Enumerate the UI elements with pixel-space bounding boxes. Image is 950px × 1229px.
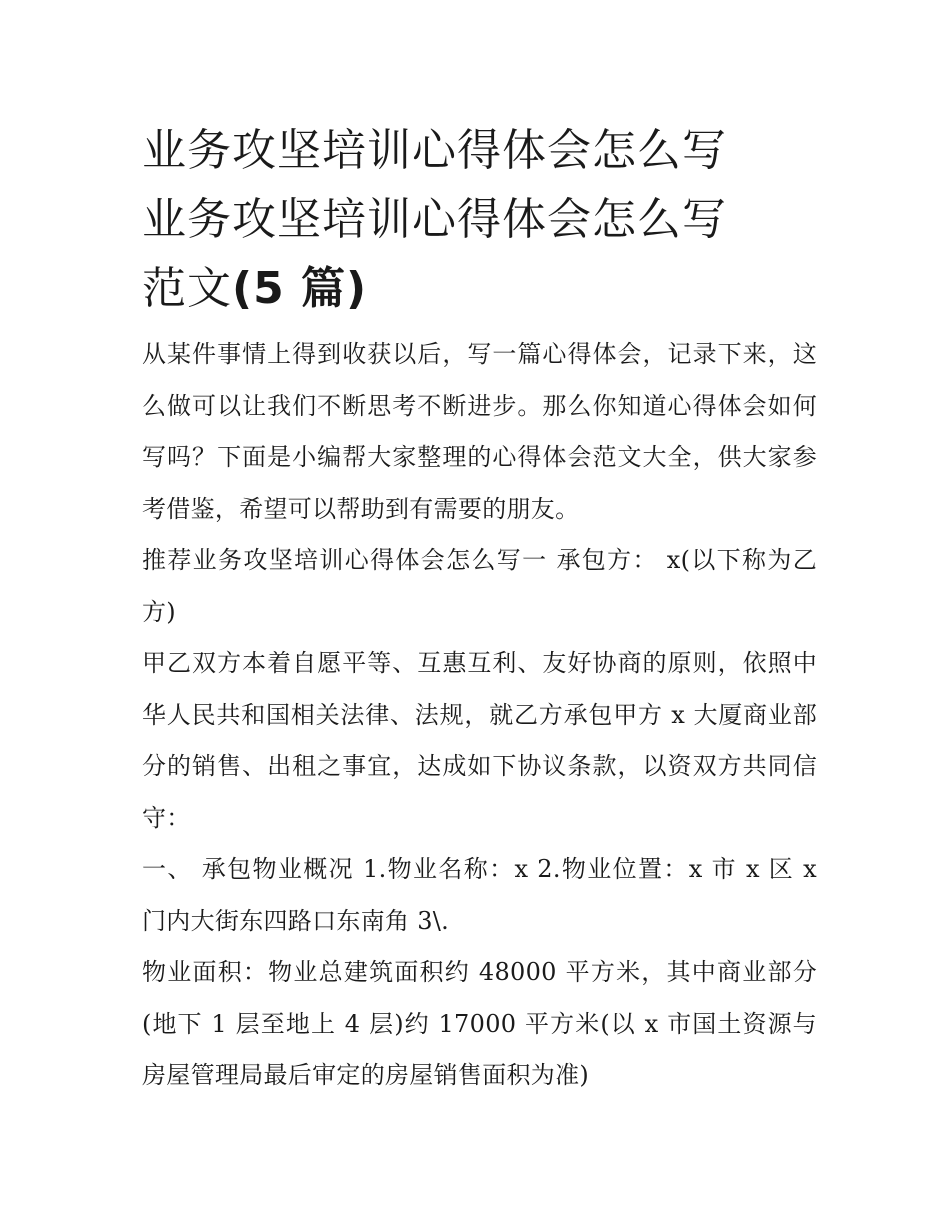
title-prefix: 范文: [142, 263, 232, 314]
title-line-1: 业务攻坚培训心得体会怎么写: [142, 125, 727, 176]
title-line-3: [142, 254, 817, 323]
document-title: [142, 116, 817, 323]
document-page: [142, 116, 817, 1102]
agreement-paragraph: 甲乙双方本着自愿平等、互惠互利、友好协商的原则，依照中华人民共和国相关法律、法规，就乙方承包甲方 x 大厦商业部分的销售、出租之事宜，达成如下协议条款，以资双方共同信守：: [142, 649, 817, 832]
property-overview-paragraph: 一、 承包物业概况 1.物业名称：x 2.物业位置：x 市 x 区 x 门内大街东四路口东南角 3\.: [142, 855, 817, 935]
property-area-paragraph: 物业面积：物业总建筑面积约 48000 平方米，其中商业部分(地下 1 层至地上 4 层)约 17000 平方米(以 x 市国土资源与房屋管理局最后审定的房屋销售面积为准): [142, 958, 817, 1089]
title-count: (5 篇): [232, 263, 368, 314]
recommend-paragraph: 推荐业务攻坚培训心得体会怎么写一 承包方： x(以下称为乙方): [142, 546, 817, 626]
title-line-2: 业务攻坚培训心得体会怎么写: [142, 194, 727, 245]
intro-paragraph: 从某件事情上得到收获以后，写一篇心得体会，记录下来，这么做可以让我们不断思考不断进步。那么你知道心得体会如何写吗？下面是小编帮大家整理的心得体会范文大全，供大家参考借鉴，希望可以帮助到有需要的朋友。: [142, 340, 817, 523]
